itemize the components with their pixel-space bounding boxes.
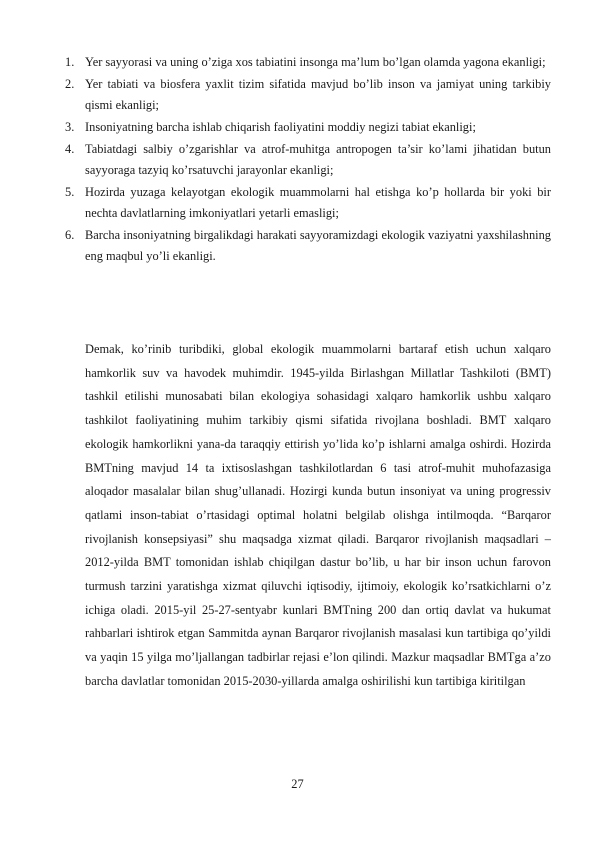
list-item-text: Hozirda yuzaga kelayotgan ekologik muammolarni hal etishga ko’p hollarda bir yoki bir nechta davlatlarning imkoniyatlari yetarli emasligi; xyxy=(85,185,551,220)
list-item xyxy=(65,139,551,181)
numbered-list xyxy=(65,52,551,268)
list-item-number: 4. xyxy=(65,142,75,156)
list-item xyxy=(65,225,551,267)
list-item xyxy=(65,52,551,73)
list-item-number: 3. xyxy=(65,120,75,134)
list-item-text: Yer tabiati va biosfera yaxlit tizim sifatida mavjud bo’lib inson va jamiyat uning tarkibiy qismi ekanligi; xyxy=(85,77,551,112)
list-item-text: Barcha insoniyatning birgalikdagi harakati sayyoramizdagi ekologik vaziyatni yaxshilashning eng maqbul yo’li ekanligi. xyxy=(85,228,551,263)
list-item-number: 5. xyxy=(65,185,75,199)
list-item-text: Yer sayyorasi va uning o’ziga xos tabiatini insonga ma’lum bo’lgan olamda yagona ekanligi; xyxy=(85,55,546,69)
list-item-number: 2. xyxy=(65,77,75,91)
list-item-text: Tabiatdagi salbiy o’zgarishlar va atrof-muhitga antropogen ta’sir ko’lami jihatidan butun sayyoraga tazyiq ko’rsatuvchi jarayonlar ekanligi; xyxy=(85,142,551,177)
list-item-text: Insoniyatning barcha ishlab chiqarish faoliyatini moddiy negizi tabiat ekanligi; xyxy=(85,120,476,134)
list-item-number: 6. xyxy=(65,228,75,242)
list-item xyxy=(65,182,551,224)
list-item xyxy=(65,117,551,138)
body-paragraph: Demak, ko’rinib turibdiki, global ekologik muammolarni bartaraf etish uchun xalqaro hamkorlik suv va havodek muhimdir. 1945-yilda Birlashgan Millatlar Tashkiloti (BMT) tashkil etilishi munosabati bilan ekologiya sohasidagi xalqaro hamkorlik ushbu xalqaro tashkilot faoliyatining muhim tarkibiy qismi sifatida rivojlana boshladi. BMT xalqaro ekologik hamkorlikni yana-da taraqqiy ettirish yo’lida ko’p ishlarni amalga oshirdi. Hozirda BMTning mavjud 14 ta ixtisoslashgan tashkilotlardan 6 tasi atrof-muhit muhofazasiga aloqador masalalar bilan shug’ullanadi. Hozirgi kunda butun insoniyat va uning progressiv qatlami inson-tabiat o’rtasidagi optimal holatni belgilab olishga intilmoqda. “Barqaror rivojlanish konsepsiyasi” shu maqsadga xizmat qiladi. Barqaror rivojlanish maqsadlari – 2012-yilda BMT tomonidan ishlab chiqilgan dastur bo’lib, u har bir inson uchun farovon turmush tarzini yaratishga xizmat qiluvchi iqtisodiy, ijtimoiy, ekologik ko’rsatkichlarni o’z ichiga oladi. 2015-yil 25-27-sentyabr kunlari BMTning 200 dan ortiq davlat va hukumat rahbarlari ishtirok etgan Sammitda aynan Barqaror rivojlanish masalasi kun tartibiga qo’yildi va yaqin 15 yilga mo’ljallangan tadbirlar rejasi e’lon qilindi. Mazkur maqsadlar BMTga a’zo barcha davlatlar tomonidan 2015-2030-yillarda amalga oshirilishi kun tartibiga kiritilgan xyxy=(85,342,551,688)
page-number: 27 xyxy=(291,777,304,791)
list-item xyxy=(65,74,551,116)
list-item-number: 1. xyxy=(65,55,75,69)
